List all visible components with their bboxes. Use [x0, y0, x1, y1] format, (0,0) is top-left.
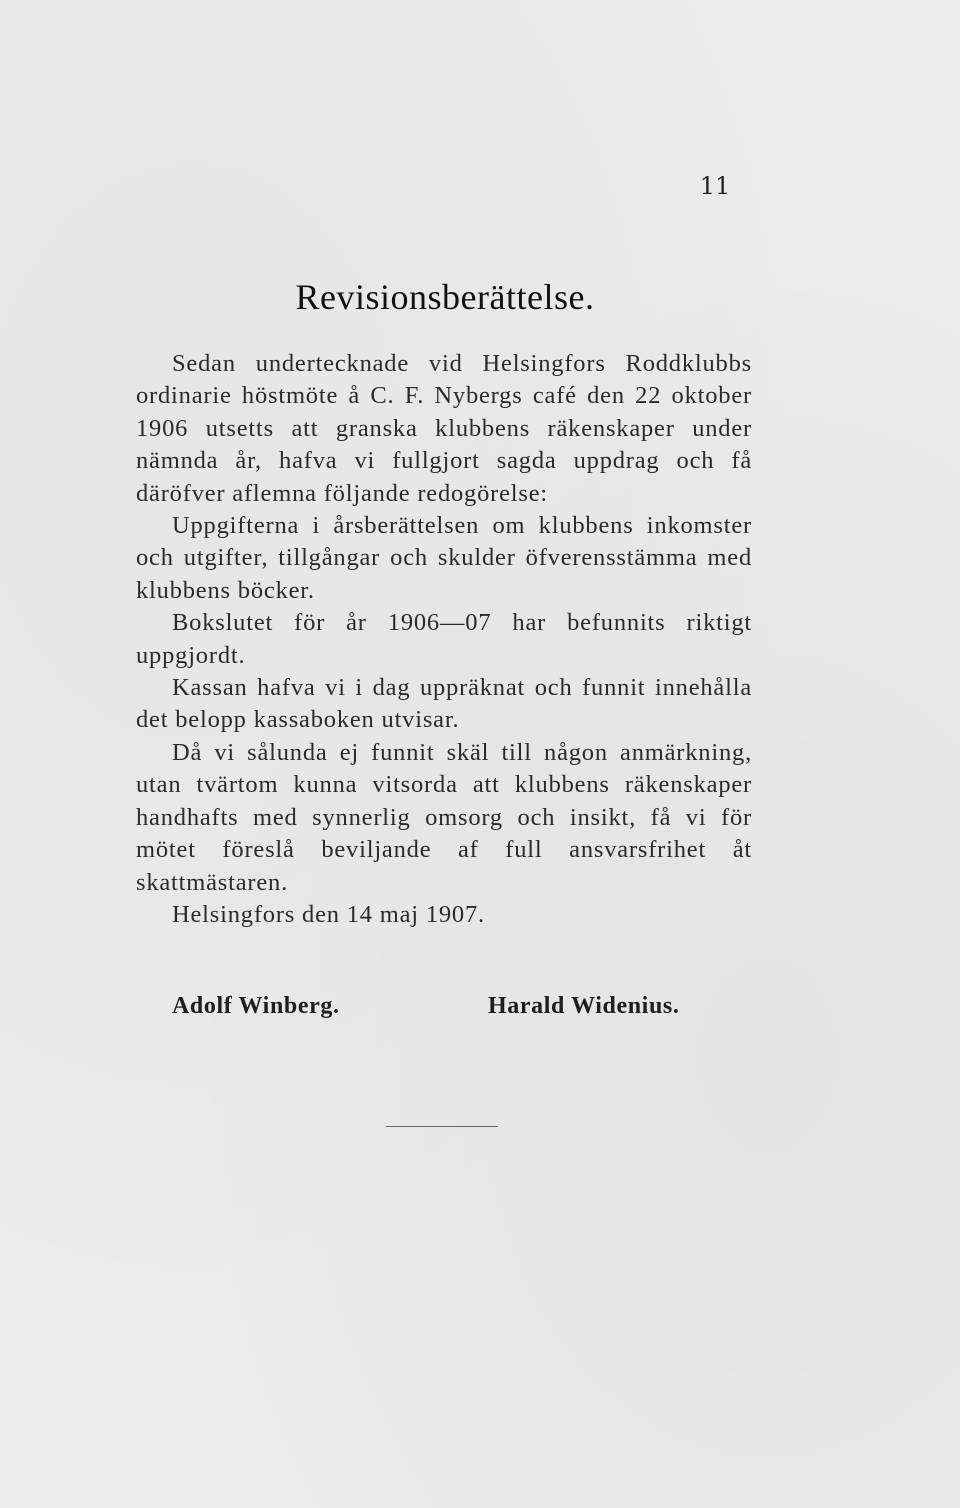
- signature-first-auditor: Adolf Winberg.: [172, 993, 340, 1019]
- paragraph-conclusion: Då vi sålunda ej funnit skäl till någon anmärkning, utan tvärtom kunna vitsorda att klubbens räkenskaper handhafts med synnerlig omsorg och insikt, få vi för mötet föreslå beviljande af full ansvarsfrihet åt skattmästaren.: [136, 738, 752, 896]
- paragraph-closing: Bokslutet för år 1906—07 har befunnits riktigt uppgjordt.: [136, 609, 752, 669]
- paragraph-cash: Kassan hafva vi i dag uppräknat och funnit innehålla det belopp kassaboken utvisar.: [136, 674, 752, 734]
- page-number: 11: [699, 172, 731, 200]
- report-body: [136, 348, 752, 931]
- closing-divider: [386, 1126, 498, 1127]
- signature-second-auditor: Harald Widenius.: [488, 993, 680, 1019]
- place-date-line: Helsingfors den 14 maj 1907.: [172, 900, 485, 928]
- paragraph-intro: Sedan undertecknade vid Helsingfors Roddklubbs ordinarie höstmöte å C. F. Nybergs café den 22 oktober 1906 utsetts att granska klubbens räkenskaper under nämnda år, hafva vi fullgjort sagda uppdrag och få däröfver aflemna följande redogörelse:: [136, 350, 752, 507]
- page-title: Revisionsberättelse.: [295, 277, 595, 317]
- paragraph-accounts: Uppgifterna i årsberättelsen om klubbens inkomster och utgifter, tillgångar och skulder öfverensstämma med klubbens böcker.: [136, 512, 752, 604]
